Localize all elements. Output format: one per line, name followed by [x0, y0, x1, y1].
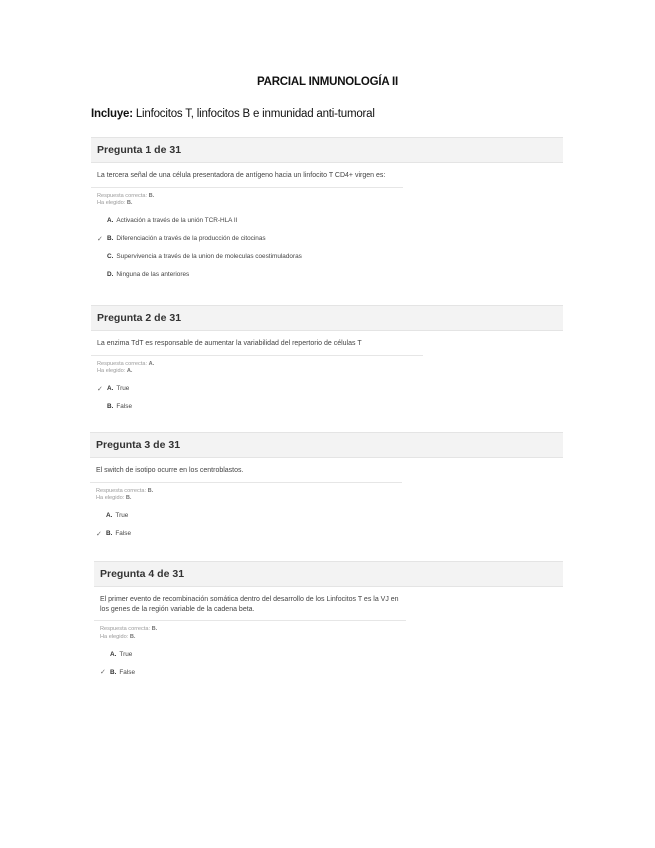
option-text: False — [119, 668, 136, 676]
option-text: True — [115, 512, 129, 519]
question-text: La tercera señal de una célula presentadora de antígeno hacia un linfocito T CD4+ virgen es: — [91, 163, 403, 188]
subtitle-label: Incluye: — [91, 108, 133, 120]
option-letter: D. — [107, 271, 114, 278]
answer-option[interactable] — [91, 212, 563, 230]
answer-option[interactable] — [91, 248, 563, 266]
check-icon: ✓ — [97, 235, 103, 243]
check-icon: ✓ — [97, 385, 103, 393]
document-subtitle — [91, 108, 375, 120]
question-text: La enzima TdT es responsable de aumentar la variabilidad del repertorio de células T — [91, 331, 423, 356]
question-header: Pregunta 3 de 31 — [90, 432, 563, 458]
option-text: Diferenciación a través de la producción de citocinas — [116, 235, 266, 242]
option-list — [94, 645, 563, 681]
option-list — [90, 507, 563, 543]
option-letter: A. — [106, 512, 113, 519]
document-title: PARCIAL INMUNOLOGÍA II — [256, 76, 399, 88]
answer-meta: Respuesta correcta: B. Ha elegido: B. — [97, 192, 155, 206]
question-header: Pregunta 4 de 31 — [94, 561, 563, 587]
option-letter: B. — [106, 530, 113, 537]
answer-option[interactable] — [91, 230, 563, 248]
answer-option[interactable] — [91, 398, 563, 416]
answer-meta: Respuesta correcta: B. Ha elegido: B. — [96, 487, 154, 501]
option-text: False — [116, 403, 133, 410]
option-text: True — [116, 385, 130, 392]
option-list — [91, 212, 563, 284]
option-letter: A. — [110, 650, 117, 658]
subtitle-text: Linfocitos T, linfocitos B e inmunidad anti-tumoral — [132, 108, 375, 120]
option-text: Supervivencia a través de la union de moleculas coestimuladoras — [116, 253, 302, 260]
option-letter: A. — [107, 385, 114, 392]
option-text: Ninguna de las anteriores — [116, 271, 190, 278]
question-header: Pregunta 1 de 31 — [91, 137, 563, 163]
question-text: El switch de isotipo ocurre en los centroblastos. — [90, 458, 402, 483]
answer-option[interactable] — [90, 525, 563, 543]
answer-option[interactable] — [91, 266, 563, 284]
option-letter: B. — [107, 235, 114, 242]
answer-option[interactable] — [94, 645, 563, 663]
question-4 — [94, 561, 563, 681]
question-1 — [91, 137, 563, 284]
option-letter: B. — [107, 403, 114, 410]
answer-meta: Respuesta correcta: B. Ha elegido: B. — [100, 626, 158, 640]
option-letter: A. — [107, 217, 114, 224]
option-text: False — [115, 530, 132, 537]
answer-option[interactable] — [94, 663, 563, 681]
check-icon: ✓ — [96, 530, 102, 538]
option-letter: B. — [110, 668, 117, 676]
question-2 — [91, 305, 563, 416]
question-text: El primer evento de recombinación somática dentro del desarrollo de los Linfocitos T es la VJ en los genes de la región variable de la cadena beta. — [94, 587, 406, 621]
check-icon: ✓ — [100, 669, 106, 676]
answer-meta: Respuesta correcta: A. Ha elegido: A. — [97, 360, 155, 374]
option-list — [91, 380, 563, 416]
option-text: Activación a través de la unión TCR-HLA II — [116, 217, 238, 224]
option-text: True — [119, 650, 133, 658]
question-header: Pregunta 2 de 31 — [91, 305, 563, 331]
answer-option[interactable] — [90, 507, 563, 525]
option-letter: C. — [107, 253, 114, 260]
answer-option[interactable] — [91, 380, 563, 398]
question-3 — [90, 432, 563, 543]
